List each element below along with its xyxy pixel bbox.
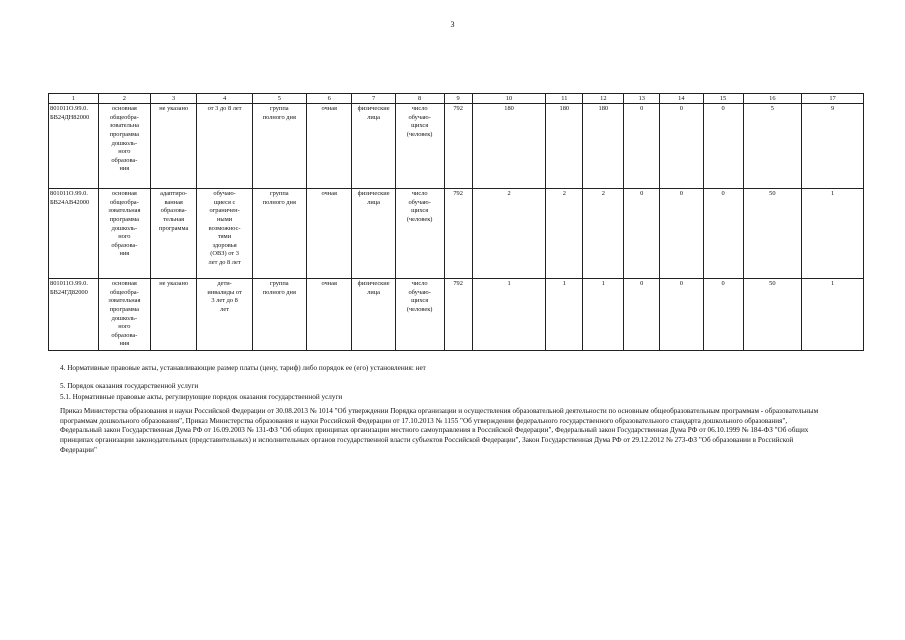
column-header-5: 5 xyxy=(252,94,306,104)
page-number: 3 xyxy=(450,20,455,29)
table-cell: основная общеобра- зовательная программа дошколь- ного образова- ния xyxy=(98,189,150,279)
column-header-12: 12 xyxy=(583,94,624,104)
legal-acts-text: Приказ Министерства образования и науки Российской Федерации от 30.08.2013 № 1014 "Об утверждении Порядка организации и осуществления образовательной деятельности по основным общеобразовательным программам - образовательным программам дошкольного образования", Приказ Министерства образования и науки Российской Федерации от 17.10.2013 № 1155 "Об утверждении федерального государственного образовательного стандарта дошкольного образования", Федеральный закон Государственная Дума РФ от 16.09.2003 № 131-ФЗ "Об общих принципах организации местного самоуправления в Российской Федерации", Федеральный закон Государственная Дума РФ от 06.10.1999 № 184-ФЗ "Об общих принципах организации законодательных (представительных) и исполнительных органов государственной власти субъектов Российской Федерации", Закон Государственная Дума РФ от 29.12.2012 № 273-ФЗ "Об образовании в Российской Федерации" xyxy=(60,407,819,454)
column-header-14: 14 xyxy=(660,94,703,104)
table-cell: число обучаю- щихся (человек) xyxy=(395,189,444,279)
table-cell: от 3 до 8 лет xyxy=(197,104,252,189)
table-cell: очная xyxy=(306,104,352,189)
table-cell: 0 xyxy=(703,189,743,279)
column-header-9: 9 xyxy=(444,94,472,104)
column-header-2: 2 xyxy=(98,94,150,104)
table-row xyxy=(49,279,864,351)
section-5-1-heading: 5.1. Нормативные правовые акты, регулирующие порядок оказания государственной услуги xyxy=(60,393,343,401)
table-cell: дети- инвалиды от 3 лет до 8 лет xyxy=(197,279,252,351)
table-cell: 5 xyxy=(743,104,802,189)
table-cell: не указано xyxy=(150,104,197,189)
column-header-17: 17 xyxy=(802,94,864,104)
column-header-1: 1 xyxy=(49,94,99,104)
table-cell: адаптиро- ванная образова- тельная программа xyxy=(150,189,197,279)
table-cell: 1 xyxy=(546,279,583,351)
table-cell: очная xyxy=(306,279,352,351)
column-header-4: 4 xyxy=(197,94,252,104)
table-cell: 180 xyxy=(472,104,546,189)
table-cell: обучаю- щиеся с ограничен- ными возможнос- тями здоровья (ОВЗ) от 3 лет до 8 лет xyxy=(197,189,252,279)
table-cell: 801011О.99.0. БВ24ГД82000 xyxy=(49,279,99,351)
table-cell: 1 xyxy=(802,189,864,279)
table-row xyxy=(49,104,864,189)
table-cell: 2 xyxy=(472,189,546,279)
table-cell: 1 xyxy=(583,279,624,351)
table-cell: 801011О.99.0. БВ24АВ42000 xyxy=(49,189,99,279)
column-header-15: 15 xyxy=(703,94,743,104)
table-cell: 0 xyxy=(660,189,703,279)
table-cell: 50 xyxy=(743,279,802,351)
table-cell: 792 xyxy=(444,104,472,189)
table-cell: 180 xyxy=(583,104,624,189)
table-cell: 0 xyxy=(660,279,703,351)
table-cell: физические лица xyxy=(352,279,395,351)
column-header-3: 3 xyxy=(150,94,197,104)
table-cell: 2 xyxy=(546,189,583,279)
table-cell: число обучаю- щихся (человек) xyxy=(395,279,444,351)
section-4-text: 4. Нормативные правовые акты, устанавливающие размер платы (цену, тариф) либо порядок ее (его) установления: нет xyxy=(60,364,426,372)
column-header-13: 13 xyxy=(624,94,660,104)
service-volume-table xyxy=(48,93,864,351)
column-header-7: 7 xyxy=(352,94,395,104)
table-cell: 801011О.99.0. БВ24ДН82000 xyxy=(49,104,99,189)
table-cell: 0 xyxy=(703,279,743,351)
table-cell: 2 xyxy=(583,189,624,279)
table-header-row xyxy=(49,94,864,104)
table-cell: физические лица xyxy=(352,104,395,189)
table-cell: число обучаю- щихся (человек) xyxy=(395,104,444,189)
table-cell: основная общеобра- зовательна программа дошколь- ного образова- ния xyxy=(98,104,150,189)
table-cell: группа полного дня xyxy=(252,104,306,189)
section-5-heading: 5. Порядок оказания государственной услуги xyxy=(60,382,199,390)
table-cell: очная xyxy=(306,189,352,279)
table-cell: 180 xyxy=(546,104,583,189)
table-cell: основная общеобра- зовательная программа дошколь- ного образова- ния xyxy=(98,279,150,351)
table-cell: 792 xyxy=(444,189,472,279)
table-cell: 1 xyxy=(802,279,864,351)
table-cell: 9 xyxy=(802,104,864,189)
column-header-8: 8 xyxy=(395,94,444,104)
table-cell: 50 xyxy=(743,189,802,279)
table-row xyxy=(49,189,864,279)
table-cell: 0 xyxy=(624,104,660,189)
table-cell: 1 xyxy=(472,279,546,351)
column-header-16: 16 xyxy=(743,94,802,104)
table-cell: 0 xyxy=(624,279,660,351)
table-cell: 0 xyxy=(624,189,660,279)
column-header-10: 10 xyxy=(472,94,546,104)
table-cell: физические лица xyxy=(352,189,395,279)
table-cell: группа полного дня xyxy=(252,189,306,279)
table-cell: не указано xyxy=(150,279,197,351)
column-header-6: 6 xyxy=(306,94,352,104)
table-cell: 792 xyxy=(444,279,472,351)
table-cell: группа полного дня xyxy=(252,279,306,351)
column-header-11: 11 xyxy=(546,94,583,104)
table-cell: 0 xyxy=(703,104,743,189)
table-cell: 0 xyxy=(660,104,703,189)
